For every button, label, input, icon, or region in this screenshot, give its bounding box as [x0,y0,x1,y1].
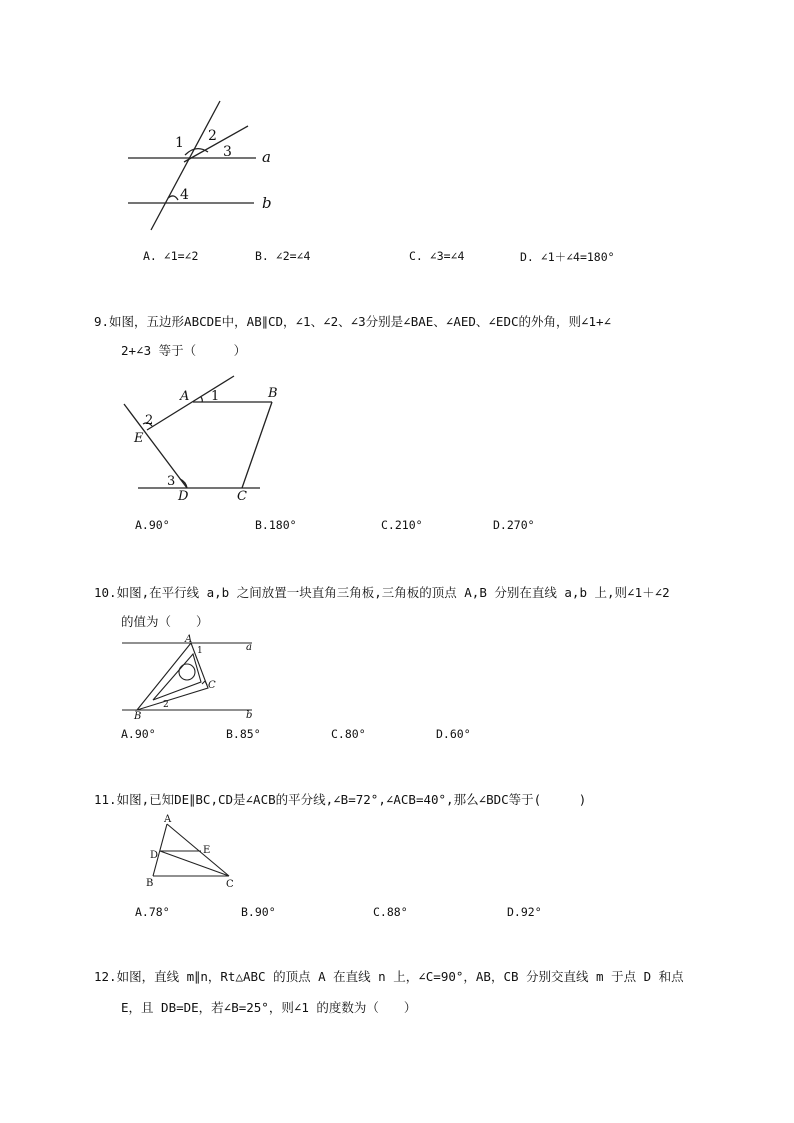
label-1: 1 [197,646,203,656]
label-line-a: a [262,148,271,166]
q11-option-a[interactable]: A.78° [135,905,170,919]
q10-text-line1: 10.如图,在平行线 a,b 之间放置一块直角三角板,三角板的顶点 A,B 分别在直线 a,b 上,则∠1＋∠2 [94,585,670,600]
q12-text-line2: E，且 DB=DE，若∠B=25°，则∠1 的度数为（ ） [121,1000,417,1015]
label-1: 1 [211,389,220,404]
q9-option-a[interactable]: A.90° [135,518,170,532]
label-2: 2 [208,128,217,144]
vertex-a: A [164,814,172,825]
q8-option-d[interactable]: D. ∠1＋∠4=180° [520,250,615,264]
vertex-a: A [185,634,193,645]
label-3: 3 [223,144,232,160]
q9-text-line2: 2+∠3 等于（ ） [121,343,247,358]
vertex-b: B [268,386,278,401]
label-1: 1 [175,135,184,151]
q8-option-c[interactable]: C. ∠3=∠4 [409,249,465,263]
q11-option-c[interactable]: C.88° [373,905,408,919]
q10-option-c[interactable]: C.80° [331,727,366,741]
vertex-e: E [203,845,211,856]
vertex-d: D [178,489,189,504]
q11-text-line1: 11.如图,已知DE∥BC,CD是∠ACB的平分线,∠B=72°,∠ACB=40°,那么∠BDC等于( ) [94,792,587,807]
vertex-c: C [237,489,247,504]
q8-option-b[interactable]: B. ∠2=∠4 [255,249,311,263]
q10-option-a[interactable]: A.90° [121,727,156,741]
side-ac [167,824,229,876]
q9-option-c[interactable]: C.210° [381,518,423,532]
q11-option-b[interactable]: B.90° [241,905,276,919]
q9-text-line1: 9.如图，五边形ABCDE中，AB∥CD，∠1、∠2、∠3分别是∠BAE、∠AED、∠EDC的外角，则∠1+∠ [94,314,612,329]
vertex-a: A [180,389,190,404]
q8-option-a[interactable]: A. ∠1=∠2 [143,249,199,263]
q10-text-line2: 的值为（ ） [121,614,209,629]
vertex-c: C [208,680,216,691]
q10-option-d[interactable]: D.60° [436,727,471,741]
label-line-b: b [262,194,272,212]
label-4: 4 [180,187,189,203]
q10-option-b[interactable]: B.85° [226,727,261,741]
vertex-b: B [146,878,154,889]
q11-option-d[interactable]: D.92° [507,905,542,919]
vertex-e: E [134,431,144,446]
label-2: 2 [145,413,154,428]
q9-option-b[interactable]: B.180° [255,518,297,532]
q9-option-d[interactable]: D.270° [493,518,535,532]
segment-dc [160,851,229,876]
label-line-b: b [246,710,253,721]
q12-text-line1: 12.如图，直线 m∥n，Rt△ABC 的顶点 A 在直线 n 上，∠C=90°，AB，CB 分别交直线 m 于点 D 和点 [94,969,684,984]
label-3: 3 [167,474,176,489]
vertex-c: C [226,879,234,890]
label-2: 2 [163,700,169,710]
vertex-b: B [134,711,142,722]
label-line-a: a [246,642,252,653]
vertex-d: D [150,850,159,861]
